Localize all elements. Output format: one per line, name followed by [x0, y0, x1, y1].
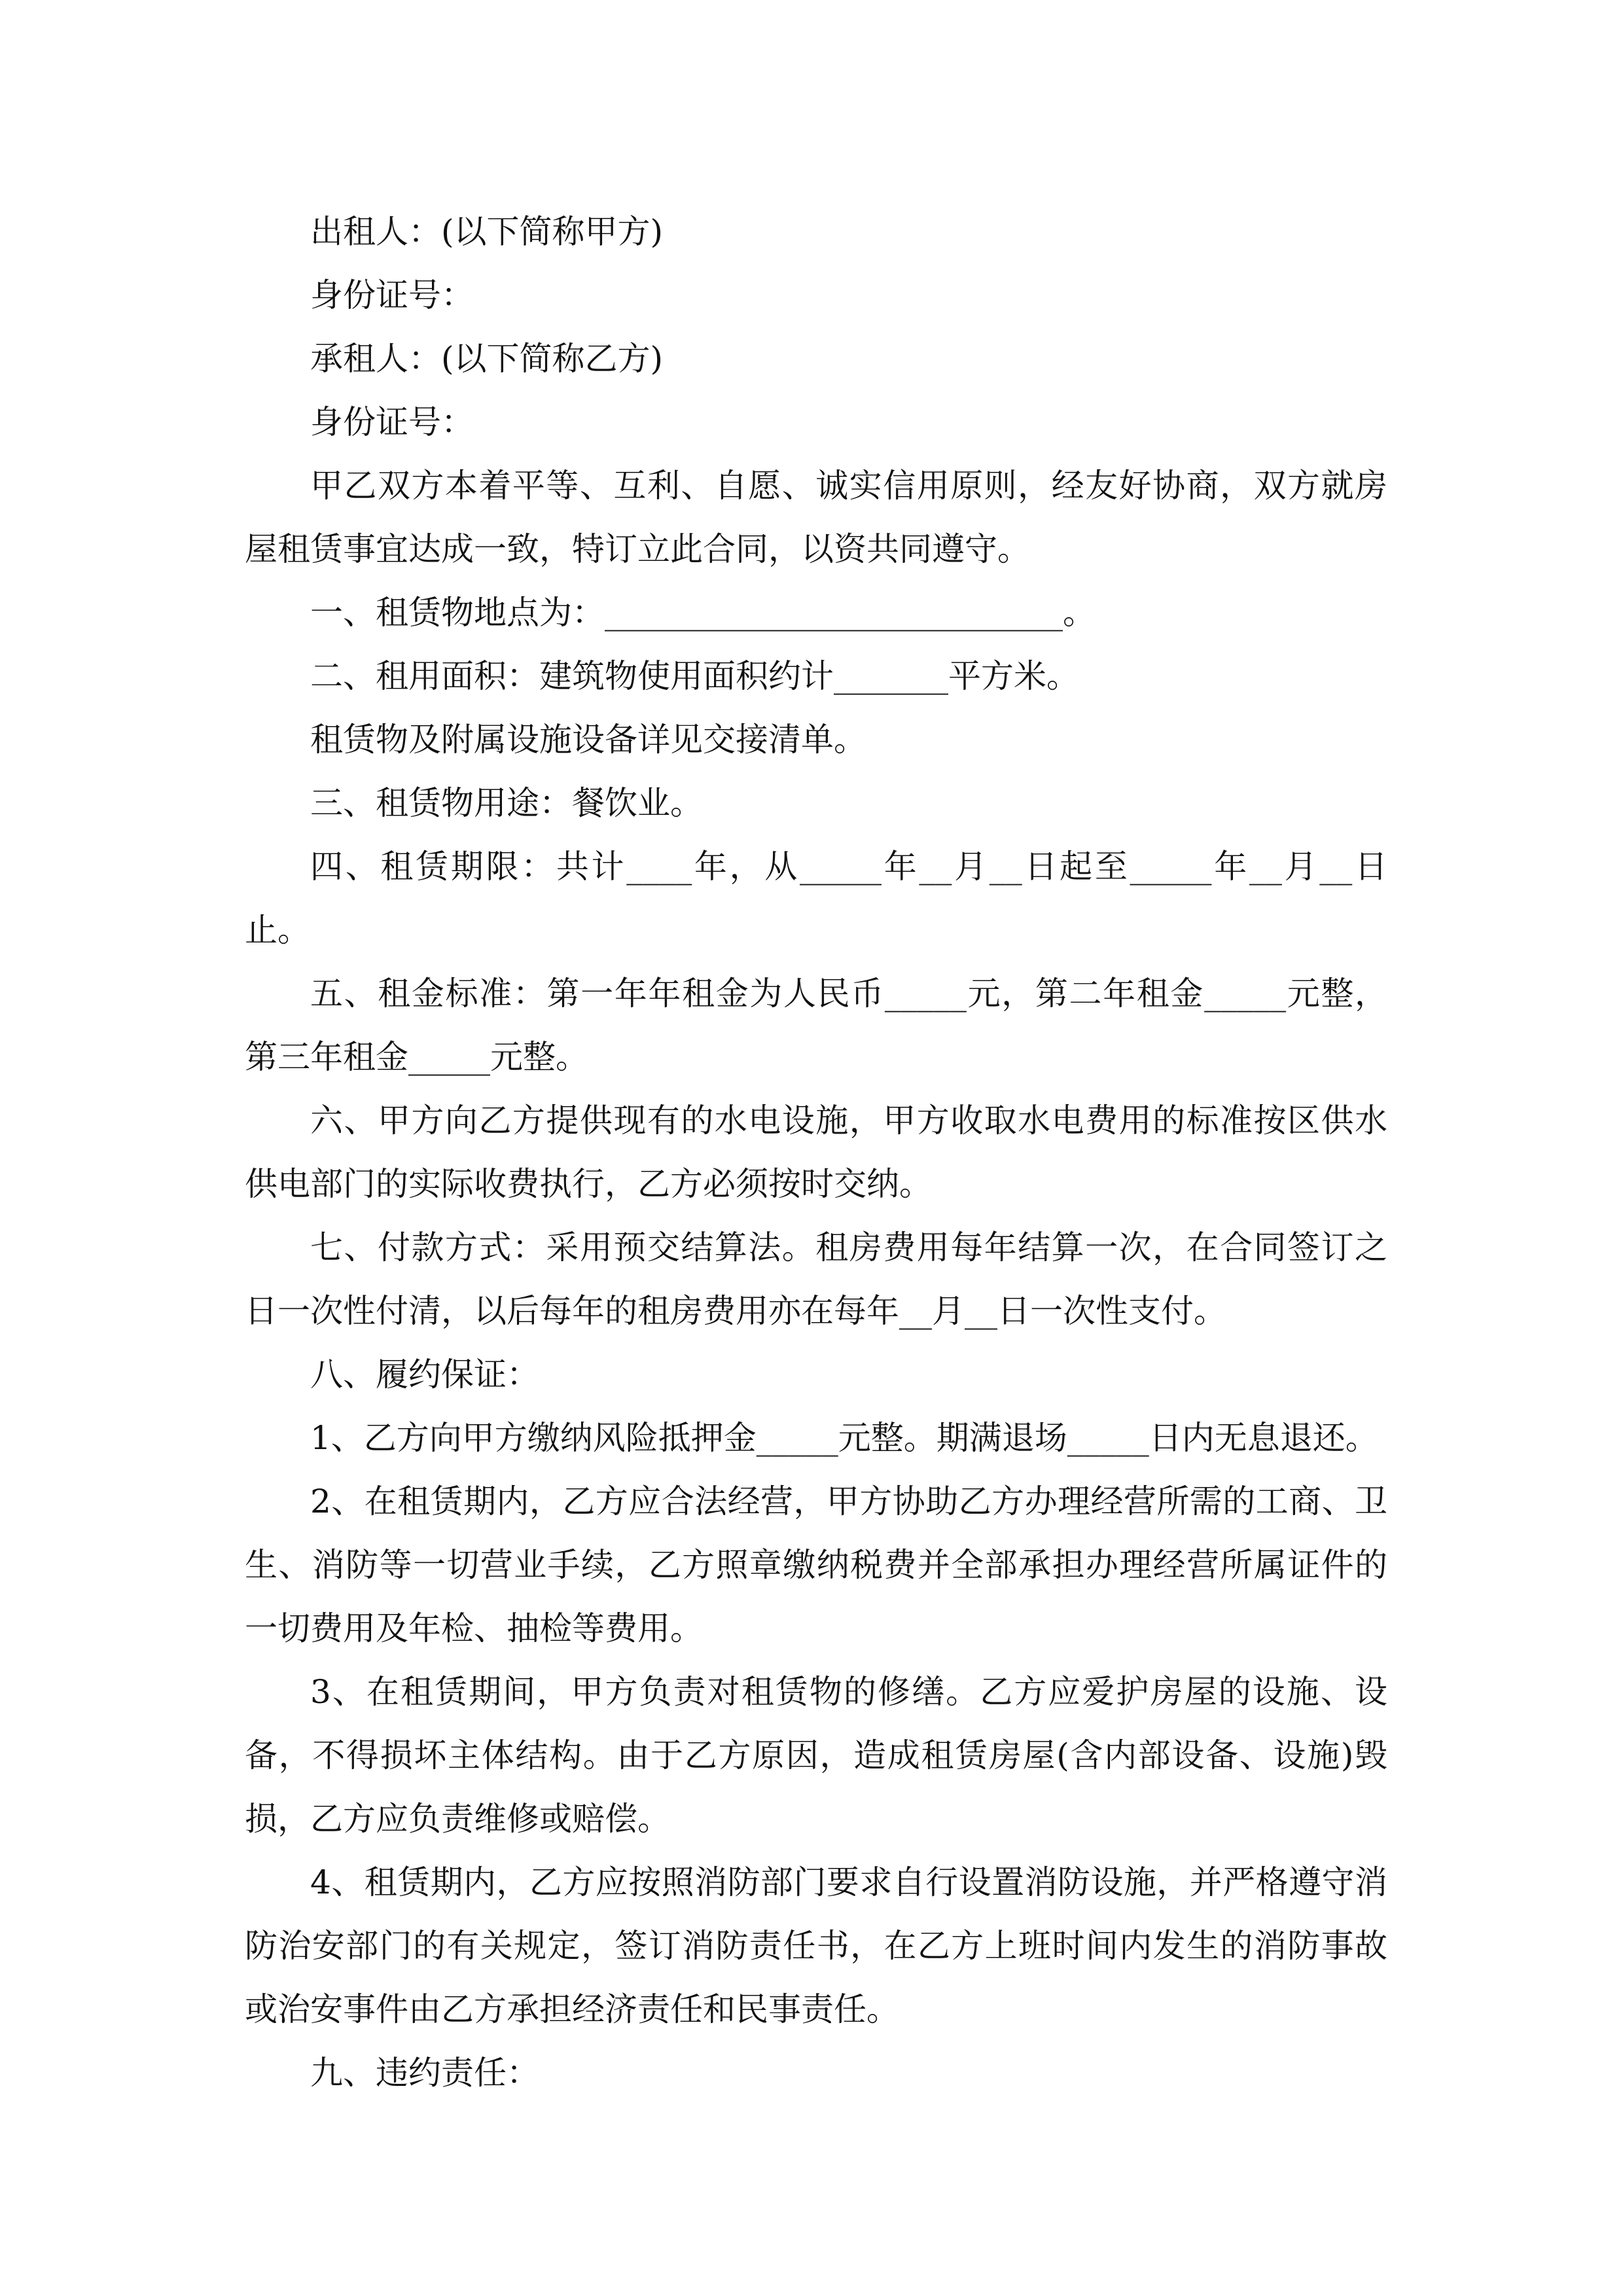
facilities-note: 租赁物及附属设施设备详见交接清单。 [310, 721, 866, 759]
guarantee-item-1: 1、乙方向甲方缴纳风险抵押金_____元整。期满退场_____日内无息退还。 [310, 1419, 1378, 1457]
lessee-line: 承租人：(以下简称乙方) [310, 340, 664, 378]
clause-3-purpose: 三、租赁物用途：餐饮业。 [310, 784, 703, 822]
lessor-line: 出租人：(以下简称甲方) [310, 213, 664, 251]
clause-5-rent: 五、租金标准：第一年年租金为人民币_____元，第二年租金_____元整，第三年租金_____元整。 [245, 975, 1387, 1076]
clause-9-liability: 九、违约责任： [310, 2054, 539, 2092]
clause-2-area: 二、租用面积：建筑物使用面积约计_______平方米。 [310, 657, 1079, 695]
lessor-id-line: 身份证号： [310, 276, 474, 314]
clause-6-utilities: 六、甲方向乙方提供现有的水电设施，甲方收取水电费用的标准按区供水供电部门的实际收费执行，乙方必须按时交纳。 [245, 1102, 1387, 1203]
clause-1-location: 一、租赁物地点为：____________________________。 [310, 594, 1096, 632]
guarantee-item-4: 4、租赁期内，乙方应按照消防部门要求自行设置消防设施，并严格遵守消防治安部门的有关规定，签订消防责任书，在乙方上班时间内发生的消防事故或治安事件由乙方承担经济责任和民事责任。 [245, 1863, 1387, 2028]
clause-7-payment: 七、付款方式：采用预交结算法。租房费用每年结算一次，在合同签订之日一次性付清，以后每年的租房费用亦在每年__月__日一次性支付。 [245, 1229, 1387, 1330]
clause-8-guarantee: 八、履约保证： [310, 1355, 539, 1393]
guarantee-item-2: 2、在租赁期内，乙方应合法经营，甲方协助乙方办理经营所需的工商、卫生、消防等一切营业手续，乙方照章缴纳税费并全部承担办理经营所属证件的一切费用及年检、抽检等费用。 [245, 1482, 1387, 1647]
guarantee-item-3: 3、在租赁期间，甲方负责对租赁物的修缮。乙方应爱护房屋的设施、设备，不得损坏主体结构。由于乙方原因，造成租赁房屋(含内部设备、设施)毁损，乙方应负责维修或赔偿。 [245, 1673, 1387, 1838]
contract-body [245, 200, 1387, 2105]
preamble-paragraph: 甲乙双方本着平等、互利、自愿、诚实信用原则，经友好协商，双方就房屋租赁事宜达成一致，特订立此合同，以资共同遵守。 [245, 467, 1387, 568]
clause-4-term: 四、租赁期限：共计____年，从_____年__月__日起至_____年__月__日止。 [245, 848, 1387, 949]
lessee-id-line: 身份证号： [310, 403, 474, 441]
